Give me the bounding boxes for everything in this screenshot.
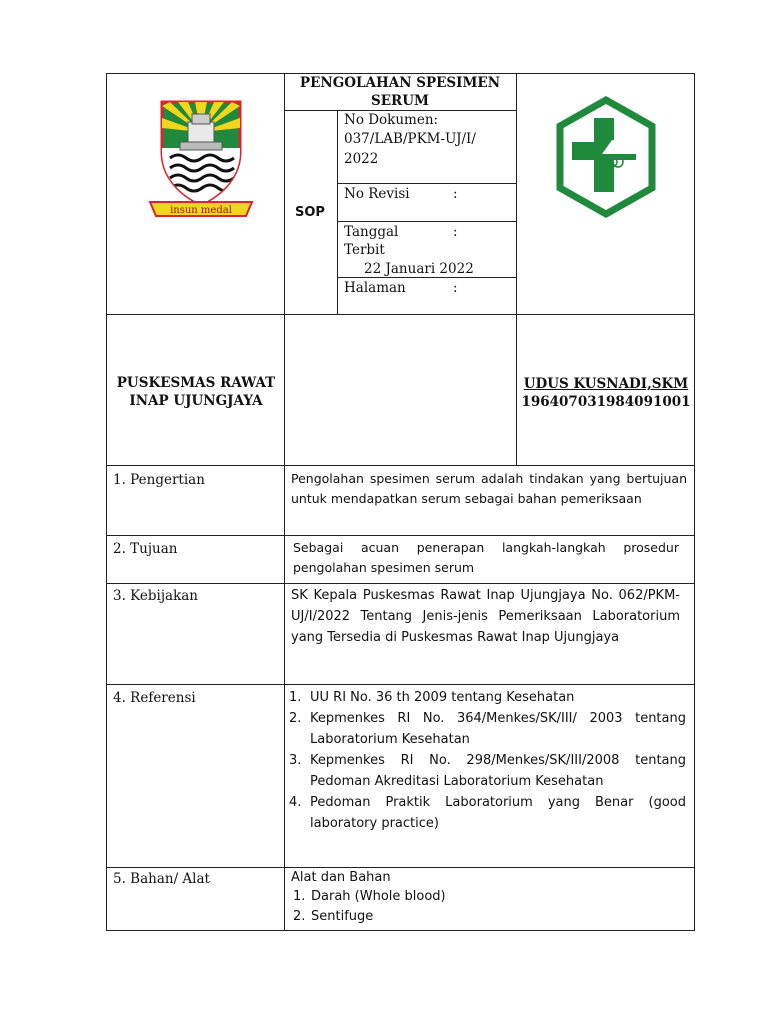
list-item [293, 887, 683, 907]
list-item-number: 3. [289, 753, 302, 768]
section-label-bahan-alat: 5. Bahan/ Alat [113, 871, 210, 887]
bahan-alat-heading: Alat dan Bahan [291, 870, 391, 885]
grid-line [106, 535, 695, 536]
no-revisi-colon: : [453, 186, 458, 202]
sop-label: SOP [295, 205, 325, 220]
tanggal-value: 22 Januari 2022 [364, 261, 474, 277]
document-title: PENGOLAHAN SPESIMEN SERUM [299, 75, 501, 109]
list-item [289, 708, 686, 750]
section-label-referensi: 4. Referensi [113, 690, 196, 706]
no-revisi-label: No Revisi [344, 186, 410, 202]
tanggal-label: Tanggal [344, 224, 399, 240]
tanggal-colon: : [453, 224, 458, 240]
list-item-number: 4. [289, 795, 302, 810]
grid-line [284, 73, 285, 465]
halaman-colon: : [453, 280, 458, 296]
list-item-number: 1. [289, 690, 302, 705]
emblem-banner-text: insun medal [170, 205, 232, 216]
list-item-text: UU RI No. 36 th 2009 tentang Kesehatan [310, 690, 575, 705]
no-dokumen-value: 037/LAB/PKM-UJ/I/ 2022 [344, 131, 476, 167]
bahan-alat-list [293, 887, 683, 927]
halaman-label: Halaman [344, 280, 406, 296]
grid-line [337, 110, 338, 314]
puskesmas-logo-icon [554, 96, 658, 218]
signatory-name: UDUS KUSNADI,SKM [523, 376, 689, 392]
grid-line [284, 465, 285, 931]
list-item-number: 1. [293, 889, 306, 904]
grid-line [106, 465, 695, 466]
grid-line [106, 684, 695, 685]
section-text-pengertian: Pengolahan spesimen serum adalah tindakan yang bertujuan untuk mendapatkan serum sebagai bahan pemeriksaan [291, 471, 687, 506]
list-item [289, 792, 686, 834]
institution-name: PUSKESMAS RAWAT INAP UJUNGJAYA [116, 375, 276, 409]
list-item-text: Kepmenkes RI No. 298/Menkes/SK/III/2008 tentang Pedoman Akreditasi Laboratorium Kesehatan [310, 753, 686, 789]
grid-line [106, 314, 695, 315]
grid-line [106, 583, 695, 584]
list-item-text: Kepmenkes RI No. 364/Menkes/SK/III/ 2003 tentang Laboratorium Kesehatan [310, 711, 686, 747]
section-text-tujuan: Sebagai acuan penerapan langkah-langkah prosedur pengolahan spesimen serum [293, 540, 679, 575]
list-item [289, 687, 686, 708]
grid-line [516, 73, 517, 465]
section-label-kebijakan: 3. Kebijakan [113, 588, 199, 604]
regional-emblem-icon [140, 92, 262, 222]
grid-line [106, 867, 695, 868]
section-label-pengertian: 1. Pengertian [113, 472, 205, 488]
signatory-nip: 196407031984091001 [521, 394, 691, 410]
list-item-text: Sentifuge [311, 909, 374, 924]
list-item-text: Darah (Whole blood) [311, 889, 446, 904]
list-item-text: Pedoman Praktik Laboratorium yang Benar (good laboratory practice) [310, 795, 686, 831]
list-item-number: 2. [293, 909, 306, 924]
no-dokumen-label: No Dokumen: [344, 112, 439, 128]
list-item-number: 2. [289, 711, 302, 726]
section-text-kebijakan: SK Kepala Puskesmas Rawat Inap Ujungjaya No. 062/PKM-UJ/I/2022 Tentang Jenis-jenis Pemeriksaan Laboratorium yang Tersedia di Puskesmas Rawat Inap Ujungjaya [291, 588, 680, 645]
section-label-tujuan: 2. Tujuan [113, 541, 178, 557]
referensi-list [289, 687, 686, 834]
list-item [293, 907, 683, 927]
list-item [289, 750, 686, 792]
terbit-label: Terbit [344, 242, 385, 258]
